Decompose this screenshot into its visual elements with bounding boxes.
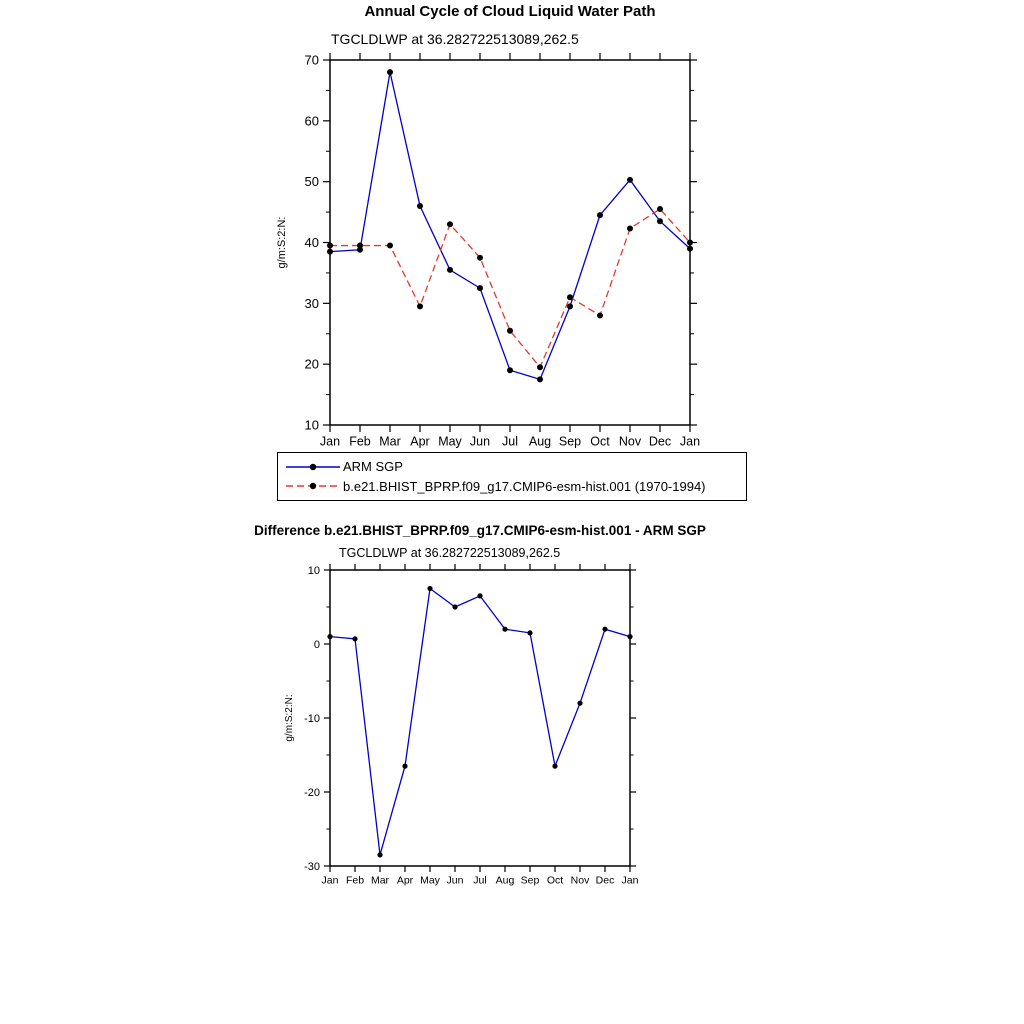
x-tick-label: Dec [595,874,615,887]
y-tick-label: 60 [304,113,319,129]
data-point-marker [387,243,393,249]
x-tick-label: Nov [570,874,590,887]
legend-line-sample-model [284,478,342,494]
x-tick-label: Apr [410,434,430,449]
data-point-marker [452,604,457,609]
difference-plot [240,560,690,900]
data-point-marker [477,593,482,598]
data-point-marker [377,852,382,857]
data-point-marker [527,630,532,635]
data-point-marker [402,764,407,769]
x-tick-label: Oct [546,874,564,887]
x-tick-label: Jul [473,874,487,887]
x-tick-label: Jan [679,434,701,449]
data-point-marker [567,303,573,309]
data-point-marker [327,243,333,249]
y-tick-label: 70 [304,52,319,68]
legend-item-arm-sgp [284,459,740,475]
x-tick-label: Jul [502,434,518,449]
x-tick-label: Mar [370,874,390,887]
legend-sample-marker [310,464,316,470]
y-tick-label: 20 [304,356,319,372]
legend-label-arm-sgp: ARM SGP [343,459,403,475]
data-point-marker [537,376,543,382]
data-point-marker [602,627,607,632]
data-point-marker [577,701,582,706]
plot-frame [330,570,630,866]
x-tick-label: Aug [528,434,552,449]
x-tick-label: Sep [558,434,582,449]
x-tick-label: Jun [469,434,491,449]
data-point-marker [427,586,432,591]
y-axis-label: g/m:S:2:N: [284,694,295,742]
y-tick-label: 30 [304,295,319,311]
data-point-marker [327,634,332,639]
data-point-marker [477,285,483,291]
annual-cycle-subtitle: TGCLDLWP at 36.282722513089,262.5 [331,31,579,47]
y-tick-label: -10 [304,712,320,725]
data-point-marker [507,367,513,373]
data-point-marker [327,249,333,255]
x-tick-label: Jan [621,874,639,887]
x-tick-label: Mar [379,434,401,449]
annual-cycle-title: Annual Cycle of Cloud Liquid Water Path [364,3,656,20]
legend-line-sample-arm-sgp [284,459,342,475]
x-tick-label: Jan [319,434,341,449]
x-tick-label: Oct [590,434,610,449]
data-point-marker [687,240,693,246]
series-line-solid [330,589,630,855]
annual-cycle-plot [240,50,760,452]
data-point-marker [417,203,423,209]
data-point-marker [352,636,357,641]
y-tick-label: 0 [313,638,320,651]
x-tick-label: Sep [520,874,540,887]
x-tick-label: Feb [345,874,365,887]
y-tick-label: 10 [304,417,319,433]
data-point-marker [627,634,632,639]
data-point-marker [387,69,393,75]
y-axis-label: g/m:S:2:N: [276,216,288,269]
x-tick-label: Feb [349,434,371,449]
data-point-marker [597,313,603,319]
data-point-marker [687,246,693,252]
data-point-marker [657,206,663,212]
legend-sample-marker [310,483,316,489]
x-tick-label: May [420,874,440,887]
x-tick-label: Jan [321,874,339,887]
difference-subtitle: TGCLDLWP at 36.282722513089,262.5 [339,546,561,560]
data-point-marker [552,764,557,769]
x-tick-label: May [438,434,462,449]
data-point-marker [537,364,543,370]
difference-title: Difference b.e21.BHIST_BPRP.f09_g17.CMIP6-esm-hist.001 - ARM SGP [254,523,706,538]
data-point-marker [477,255,483,261]
data-point-marker [567,294,573,300]
series-line-dashed [330,209,690,367]
data-point-marker [627,226,633,232]
x-tick-label: Dec [648,434,672,449]
data-point-marker [597,212,603,218]
x-tick-label: Aug [495,874,515,887]
y-tick-label: -20 [304,786,320,799]
y-tick-label: -30 [304,860,320,873]
data-point-marker [447,221,453,227]
data-point-marker [507,328,513,334]
data-point-marker [627,177,633,183]
x-tick-label: Jun [446,874,464,887]
x-tick-label: Apr [396,874,414,887]
x-tick-label: Nov [618,434,642,449]
data-point-marker [417,303,423,309]
data-point-marker [357,243,363,249]
data-point-marker [502,627,507,632]
y-tick-label: 50 [304,174,319,190]
data-point-marker [657,218,663,224]
legend-label-model: b.e21.BHIST_BPRP.f09_g17.CMIP6-esm-hist.001 (1970-1994) [343,478,706,494]
legend-item-model [284,478,740,494]
data-point-marker [447,267,453,273]
legend-box [277,452,747,501]
y-tick-label: 10 [307,564,320,577]
y-tick-label: 40 [304,235,319,251]
